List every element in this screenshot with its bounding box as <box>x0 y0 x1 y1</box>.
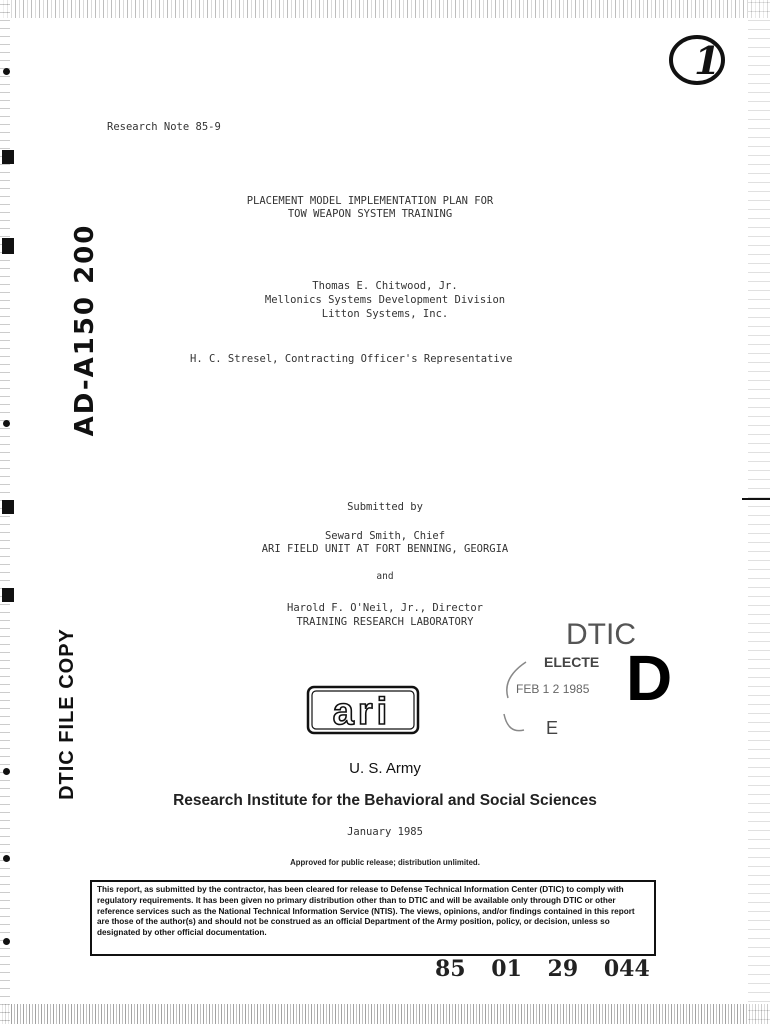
release-notice-box: This report, as submitted by the contractor, has been cleared for release to Defense Technical Information Center (DTIC) to comply with regulatory requirements. It has been given no primary distribution other than to DTIC and will be available only through DTIC or other reference services such as the National Technical Information Service (NTIS). The views, opinions, and/or findings contained in this report are those of the author(s) and should not be construed as an official Department of the Army position, policy, or decision, unless so designated by other official documentation. <box>90 880 656 956</box>
author-company: Litton Systems, Inc. <box>321 308 449 320</box>
research-note-number: Research Note 85-9 <box>107 121 221 133</box>
circled-number: 1 <box>694 38 721 83</box>
binding-mark <box>3 68 10 75</box>
submitter-chief: Seward Smith, Chief <box>324 530 446 542</box>
scan-border-top <box>0 0 770 18</box>
report-title-line-1: PLACEMENT MODEL IMPLEMENTATION PLAN FOR <box>246 195 494 207</box>
stamp-elected-text: ELECTE <box>544 654 600 670</box>
binding-mark <box>3 938 10 945</box>
stamp-curve-mark <box>498 658 538 738</box>
submitter-director: Harold F. O'Neil, Jr., Director <box>287 602 483 614</box>
binding-mark <box>2 238 14 254</box>
dtic-file-copy-stamp: DTIC FILE COPY <box>56 628 78 800</box>
submitted-by-label: Submitted by <box>347 501 423 513</box>
scan-border-bottom <box>0 1004 770 1024</box>
submitter-unit: ARI FIELD UNIT AT FORT BENNING, GEORGIA <box>261 543 509 555</box>
stamp-handwritten-mark: E <box>546 718 559 738</box>
us-army: U. S. Army <box>349 760 421 777</box>
submitter-lab: TRAINING RESEARCH LABORATORY <box>296 616 474 628</box>
institute-name: Research Institute for the Behavioral and Social Sciences <box>173 792 597 809</box>
ad-number: AD-A150 200 <box>70 223 100 437</box>
approved-for-release: Approved for public release; distribution unlimited. <box>290 858 480 867</box>
report-title-line-2: TOW WEAPON SYSTEM TRAINING <box>287 208 453 220</box>
dtic-elected-stamp <box>498 618 673 738</box>
author-division: Mellonics Systems Development Division <box>264 294 506 306</box>
contracting-officer-representative: H. C. Stresel, Contracting Officer's Representative <box>190 353 513 365</box>
ari-logo-text: ari <box>332 691 392 733</box>
stamp-dtic-text: DTIC <box>566 618 636 651</box>
document-accession-number: 85 01 29 044 <box>435 956 650 982</box>
circled-number-mark <box>664 32 734 88</box>
publication-date: January 1985 <box>347 826 423 838</box>
ari-logo <box>306 685 420 737</box>
author-name: Thomas E. Chitwood, Jr. <box>312 280 458 292</box>
binding-mark <box>2 588 14 602</box>
margin-rule <box>742 498 770 500</box>
binding-mark <box>2 150 14 164</box>
binding-mark <box>3 420 10 427</box>
stamp-date: FEB 1 2 1985 <box>516 682 590 696</box>
stamp-letter: D <box>626 642 673 714</box>
and-label: and <box>376 571 394 582</box>
